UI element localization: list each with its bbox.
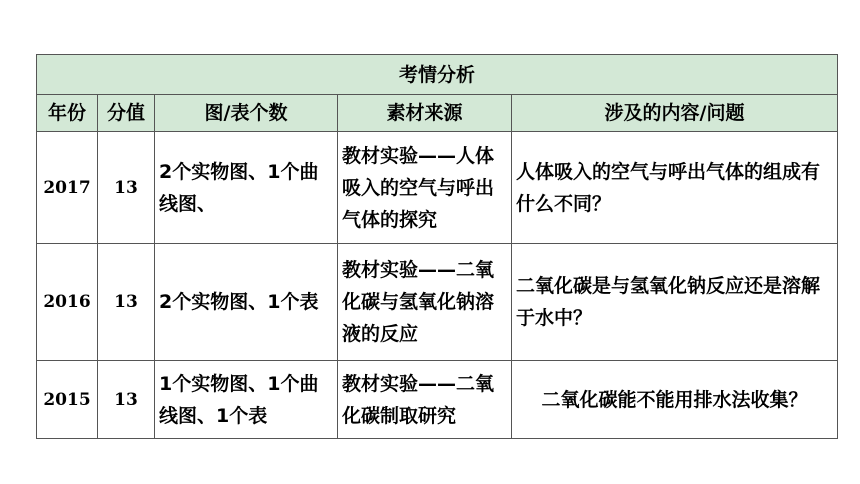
cell-content: 二氧化碳是与氢氧化钠反应还是溶解于水中？ bbox=[512, 244, 838, 361]
cell-charts: 2个实物图、1个曲线图、 bbox=[155, 132, 338, 244]
cell-content: 人体吸入的空气与呼出气体的组成有什么不同？ bbox=[512, 132, 838, 244]
cell-year: 2016 bbox=[37, 244, 98, 361]
header-charts: 图/表个数 bbox=[155, 95, 338, 132]
header-score: 分值 bbox=[98, 95, 155, 132]
cell-source: 教材实验——二氧化碳制取研究 bbox=[338, 361, 512, 439]
table-title: 考情分析 bbox=[37, 55, 838, 95]
table-row bbox=[37, 244, 838, 361]
header-source: 素材来源 bbox=[338, 95, 512, 132]
analysis-table bbox=[36, 54, 838, 439]
cell-charts: 1个实物图、1个曲线图、1个表 bbox=[155, 361, 338, 439]
cell-year: 2015 bbox=[37, 361, 98, 439]
table-title-row bbox=[37, 55, 838, 95]
cell-score: 13 bbox=[98, 132, 155, 244]
cell-charts: 2个实物图、1个表 bbox=[155, 244, 338, 361]
cell-source: 教材实验——人体吸入的空气与呼出气体的探究 bbox=[338, 132, 512, 244]
table-row bbox=[37, 132, 838, 244]
cell-source: 教材实验——二氧化碳与氢氧化钠溶液的反应 bbox=[338, 244, 512, 361]
header-content: 涉及的内容/问题 bbox=[512, 95, 838, 132]
table-row bbox=[37, 361, 838, 439]
table-header-row bbox=[37, 95, 838, 132]
cell-score: 13 bbox=[98, 361, 155, 439]
cell-score: 13 bbox=[98, 244, 155, 361]
header-year: 年份 bbox=[37, 95, 98, 132]
cell-year: 2017 bbox=[37, 132, 98, 244]
cell-content: 二氧化碳能不能用排水法收集？ bbox=[512, 361, 838, 439]
